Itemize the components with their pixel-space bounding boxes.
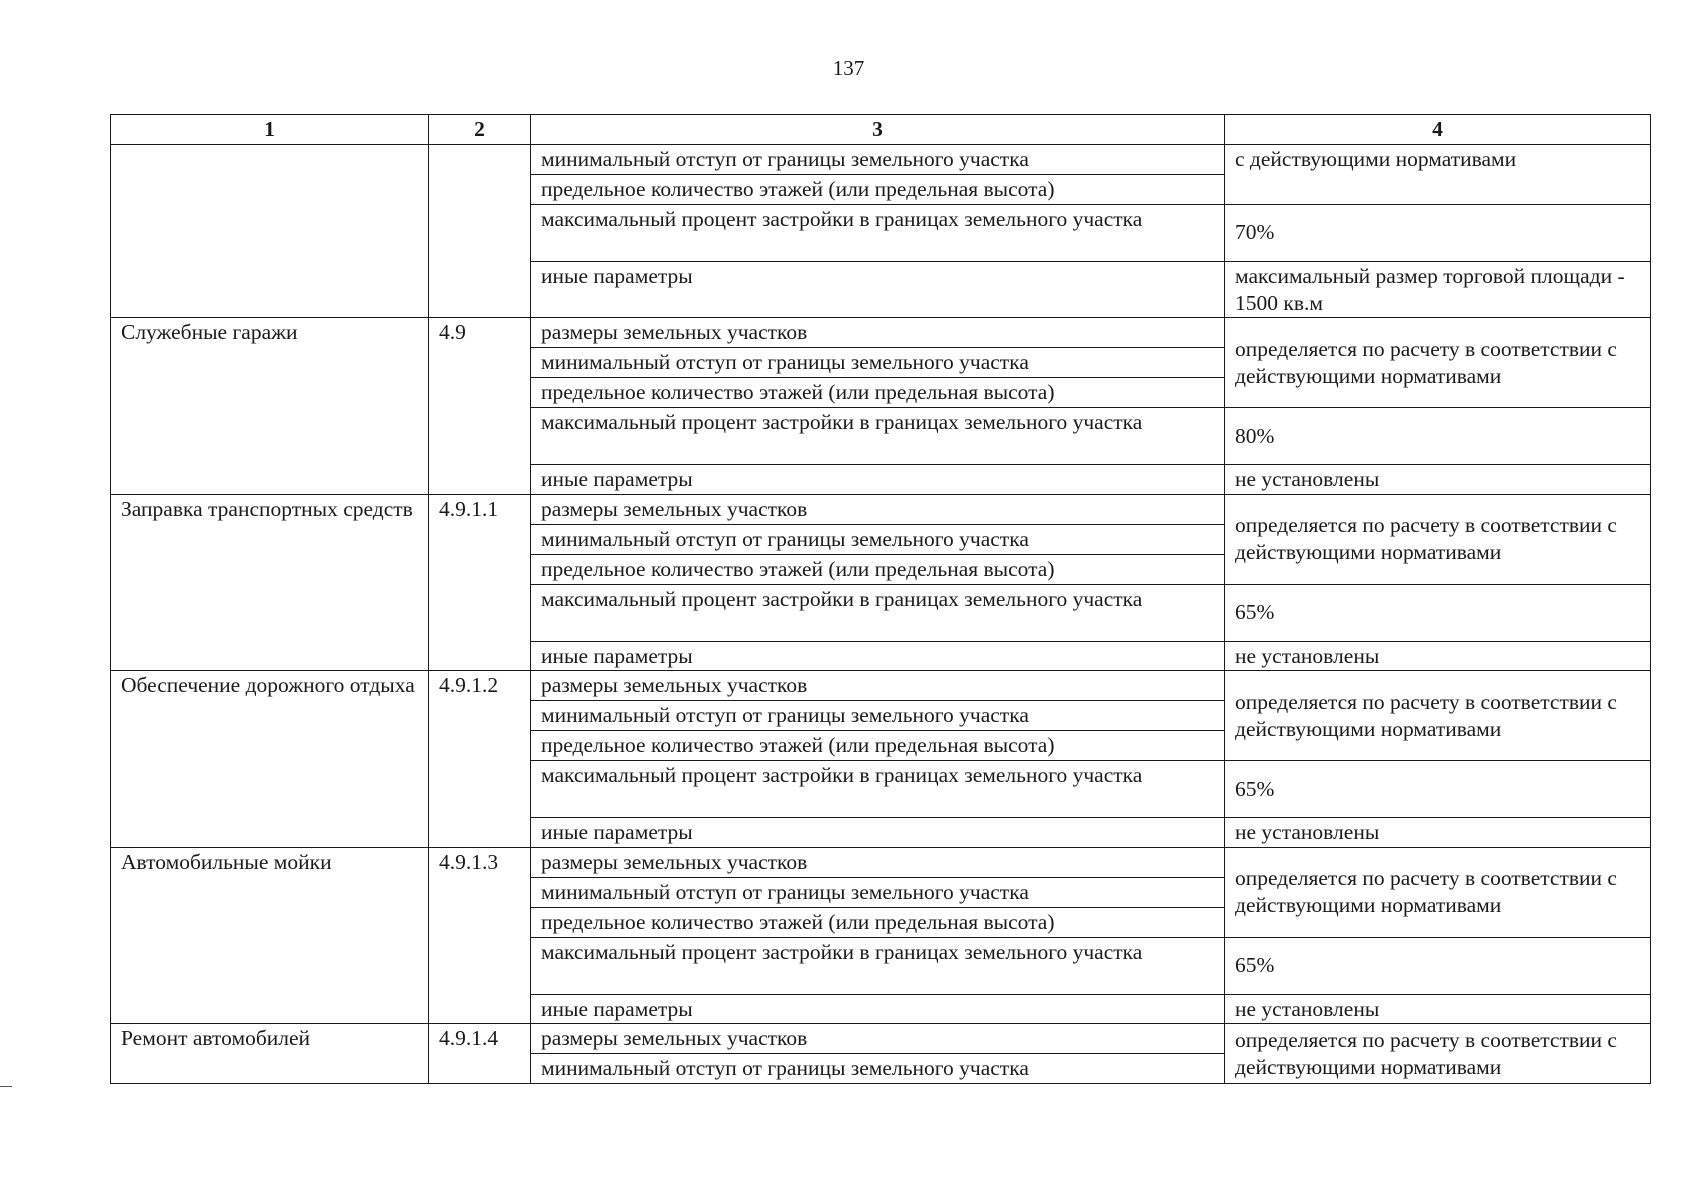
parameter-name: предельное количество этажей (или предельная высота) [531,174,1225,204]
table-body [111,144,1651,1083]
table-row [111,318,1651,348]
parameter-name: иные параметры [531,818,1225,848]
parameter-name: максимальный процент застройки в границах земельного участка [531,584,1225,641]
parameter-name: предельное количество этажей (или предельная высота) [531,731,1225,761]
parameter-name: минимальный отступ от границы земельного участка [531,1054,1225,1084]
parameter-value: определяется по расчету в соответствии с действующими нормативами [1225,494,1651,584]
use-type-name: Служебные гаражи [111,318,429,495]
use-type-name: Заправка транспортных средств [111,494,429,671]
parameter-name: предельное количество этажей (или предельная высота) [531,554,1225,584]
use-type-code: 4.9.1.4 [429,1024,531,1084]
table-row [111,144,1651,174]
parameter-name: иные параметры [531,261,1225,318]
parameter-name: минимальный отступ от границы земельного участка [531,144,1225,174]
use-type-name: Обеспечение дорожного отдыха [111,671,429,848]
page-number: 137 [832,56,865,80]
parameter-name: минимальный отступ от границы земельного участка [531,524,1225,554]
parameter-value: не установлены [1225,641,1651,671]
parameter-value: не установлены [1225,994,1651,1024]
column-header-2: 2 [429,115,531,145]
parameter-value: определяется по расчету в соответствии с действующими нормативами [1225,671,1651,761]
parameter-value: определяется по расчету в соответствии с действующими нормативами [1225,318,1651,408]
parameter-name: минимальный отступ от границы земельного участка [531,701,1225,731]
parameter-name: размеры земельных участков [531,847,1225,877]
table-row [111,847,1651,877]
parameter-name: максимальный процент застройки в границах земельного участка [531,937,1225,994]
parameter-value: определяется по расчету в соответствии с действующими нормативами [1225,1024,1651,1084]
parameter-value: 65% [1225,584,1651,641]
use-type-name: Автомобильные мойки [111,847,429,1024]
land-use-parameters-table [110,114,1651,1084]
parameter-name: иные параметры [531,465,1225,495]
parameter-value: 65% [1225,761,1651,818]
parameter-name: иные параметры [531,641,1225,671]
parameter-value: не установлены [1225,465,1651,495]
use-type-code: 4.9.1.3 [429,847,531,1024]
column-header-3: 3 [531,115,1225,145]
use-type-code: 4.9 [429,318,531,495]
parameter-name: максимальный процент застройки в границах земельного участка [531,408,1225,465]
use-type-code: 4.9.1.2 [429,671,531,848]
parameter-value: с действующими нормативами [1225,144,1651,204]
column-header-1: 1 [111,115,429,145]
parameter-value: 70% [1225,204,1651,261]
scan-margin-mark [0,1086,12,1087]
table-row [111,671,1651,701]
parameter-name: размеры земельных участков [531,318,1225,348]
table-header-row [111,115,1651,145]
parameter-name: максимальный процент застройки в границах земельного участка [531,761,1225,818]
parameter-name: размеры земельных участков [531,1024,1225,1054]
parameter-name: иные параметры [531,994,1225,1024]
table-row [111,494,1651,524]
use-type-code [429,144,531,318]
parameter-name: предельное количество этажей (или предельная высота) [531,378,1225,408]
parameter-name: размеры земельных участков [531,671,1225,701]
parameter-name: предельное количество этажей (или предельная высота) [531,907,1225,937]
parameter-value: определяется по расчету в соответствии с действующими нормативами [1225,847,1651,937]
table-row [111,1024,1651,1054]
use-type-name: Ремонт автомобилей [111,1024,429,1084]
parameter-value: 80% [1225,408,1651,465]
use-type-name [111,144,429,318]
parameter-name: максимальный процент застройки в границах земельного участка [531,204,1225,261]
parameter-name: минимальный отступ от границы земельного участка [531,877,1225,907]
parameter-value: 65% [1225,937,1651,994]
parameter-name: минимальный отступ от границы земельного участка [531,348,1225,378]
parameter-name: размеры земельных участков [531,494,1225,524]
use-type-code: 4.9.1.1 [429,494,531,671]
column-header-4: 4 [1225,115,1651,145]
parameter-value: не установлены [1225,818,1651,848]
parameter-value: максимальный размер торговой площади - 1500 кв.м [1225,261,1651,318]
